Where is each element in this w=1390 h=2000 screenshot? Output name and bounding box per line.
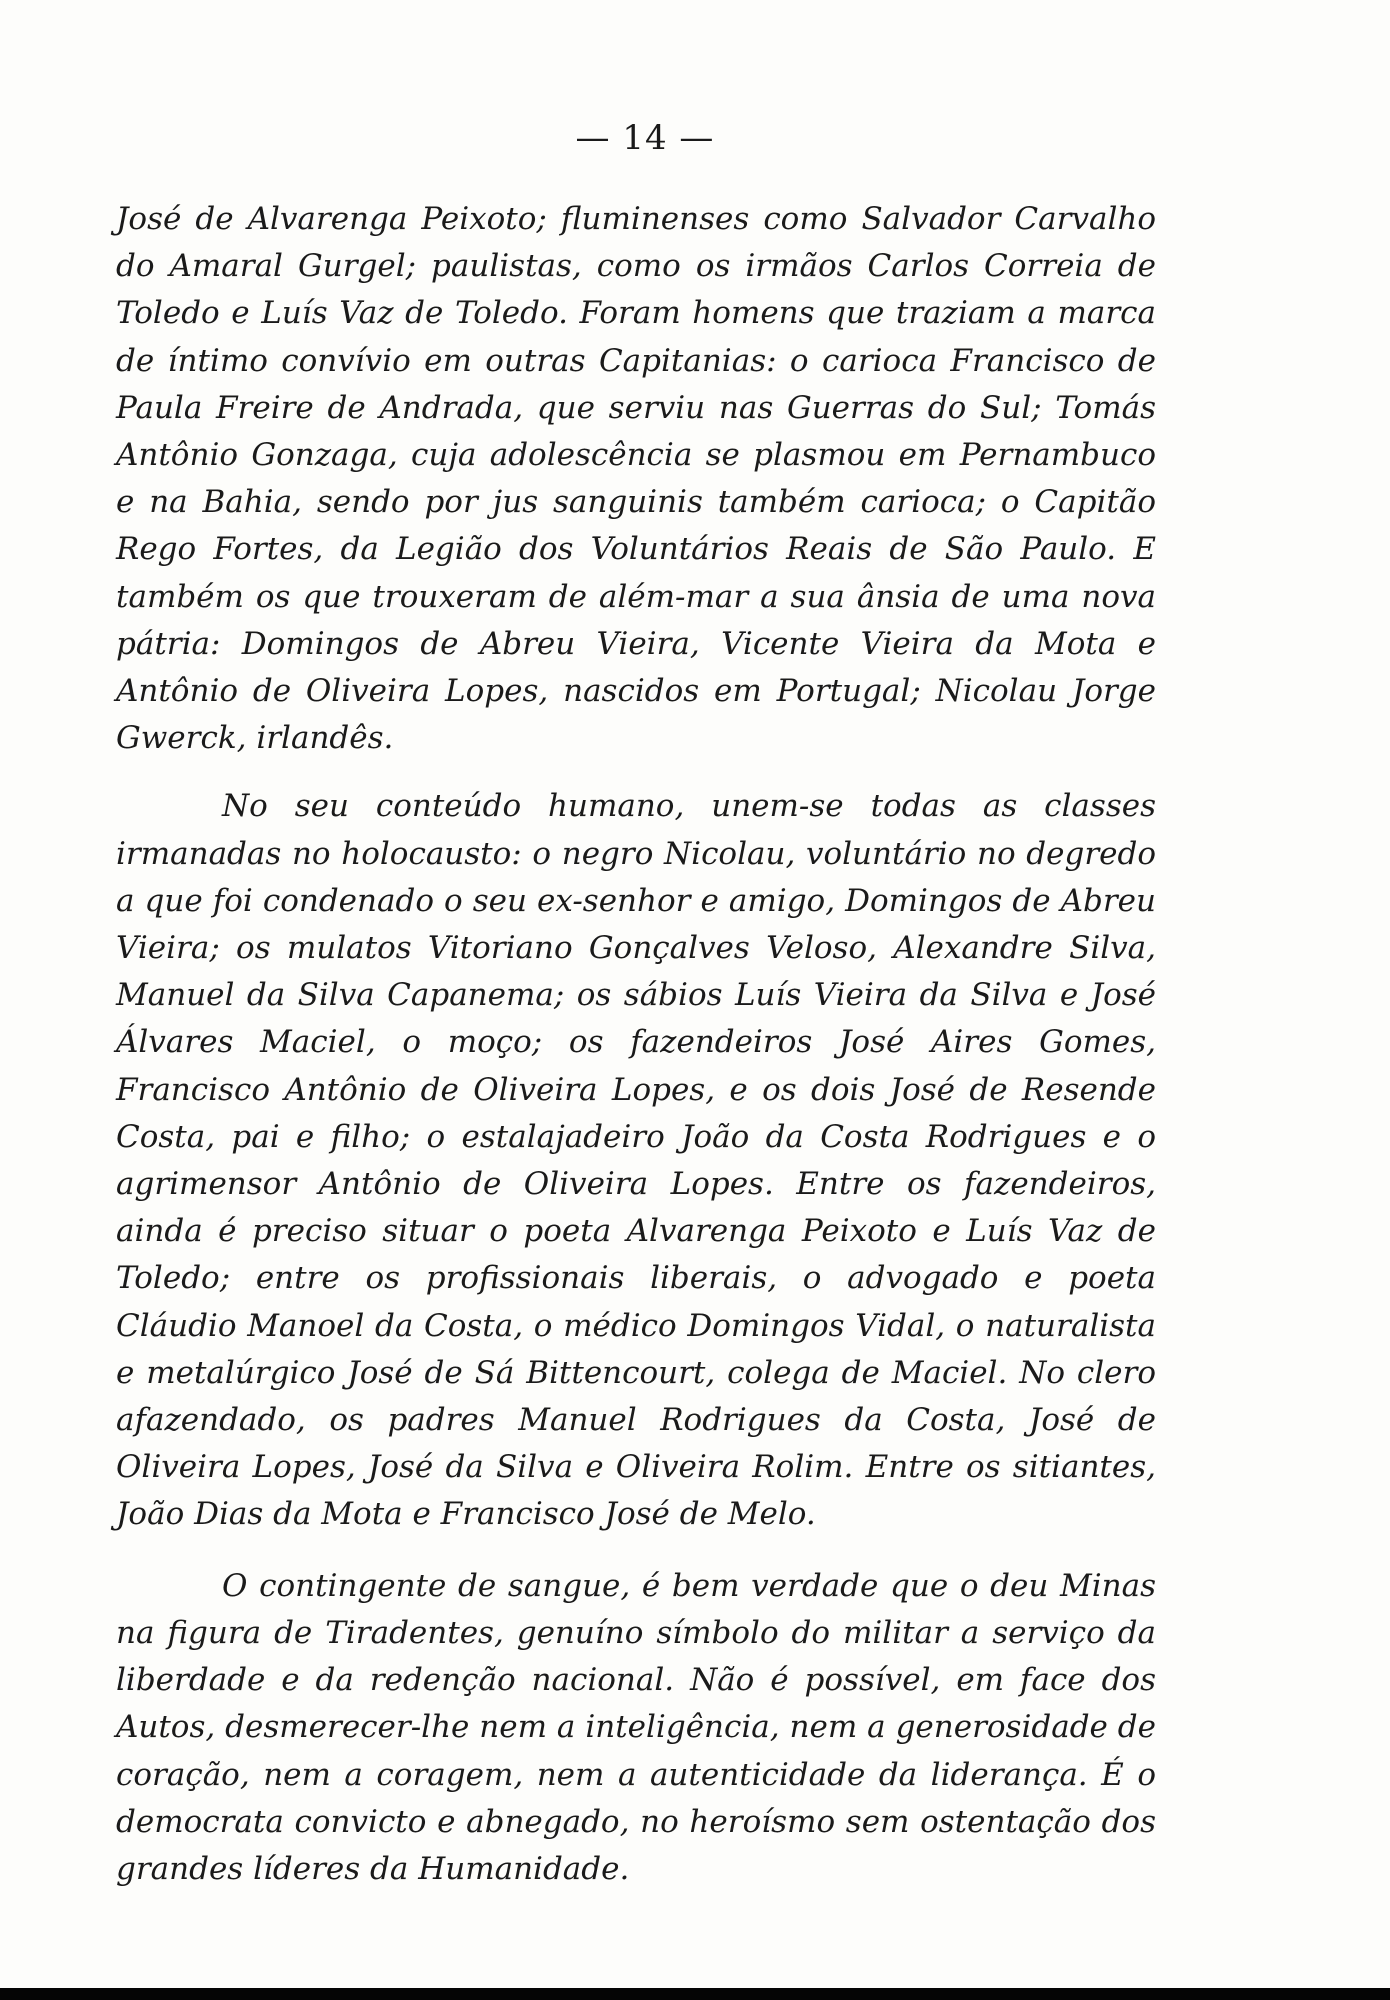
body-text [116,196,1156,1893]
paragraph-1: José de Alvarenga Peixoto; fluminenses como Salvador Carvalho do Amaral Gurgel; paulistas, como os irmãos Carlos Correia de Toledo e Luís Vaz de Toledo. Foram homens que traziam a marca de íntimo convívio em outras Capitanias: o carioca Francisco de Paula Freire de Andrada, que serviu nas Guerras do Sul; Tomás Antônio Gonzaga, cuja adolescência se plasmou em Pernambuco e na Bahia, sendo por jus sanguinis também carioca; o Capitão Rego Fortes, da Legião dos Voluntários Reais de São Paulo. E também os que trouxeram de além-mar a sua ânsia de uma nova pátria: Domingos de Abreu Vieira, Vicente Vieira da Mota e Antônio de Oliveira Lopes, nascidos em Portugal; Nicolau Jorge Gwerck, irlandês. [116,201,1156,757]
paragraph-3: O contingente de sangue, é bem verdade que o deu Minas na figura de Tiradentes, genuíno símbolo do militar a serviço da liberdade e da redenção nacional. Não é possível, em face dos Autos, desmerecer-lhe nem a inteligência, nem a generosidade de coração, nem a coragem, nem a autenticidade da liderança. É o democrata convicto e abnegado, no heroísmo sem ostentação dos grandes líderes da Humanidade. [116,1567,1156,1887]
paragraph-2: No seu conteúdo humano, unem-se todas as classes irmanadas no holocausto: o negro Nicolau, voluntário no degredo a que foi condenado o seu ex-senhor e amigo, Domingos de Abreu Vieira; os mulatos Vitoriano Gonçalves Veloso, Alexandre Silva, Manuel da Silva Capanema; os sábios Luís Vieira da Silva e José Álvares Maciel, o moço; os fazendeiros José Aires Gomes, Francisco Antônio de Oliveira Lopes, e os dois José de Resende Costa, pai e filho; o estalajadeiro João da Costa Rodrigues e o agrimensor Antônio de Oliveira Lopes. Entre os fazendeiros, ainda é preciso situar o poeta Alvarenga Peixoto e Luís Vaz de Toledo; entre os profissionais liberais, o advogado e poeta Cláudio Manoel da Costa, o médico Domingos Vidal, o naturalista e metalúrgico José de Sá Bittencourt, colega de Maciel. No clero afazendado, os padres Manuel Rodrigues da Costa, José de Oliveira Lopes, José da Silva e Oliveira Rolim. Entre os sitiantes, João Dias da Mota e Francisco José de Melo. [116,788,1156,1533]
page-number: — 14 — [575,118,715,158]
scan-bottom-edge [0,1988,1390,2000]
